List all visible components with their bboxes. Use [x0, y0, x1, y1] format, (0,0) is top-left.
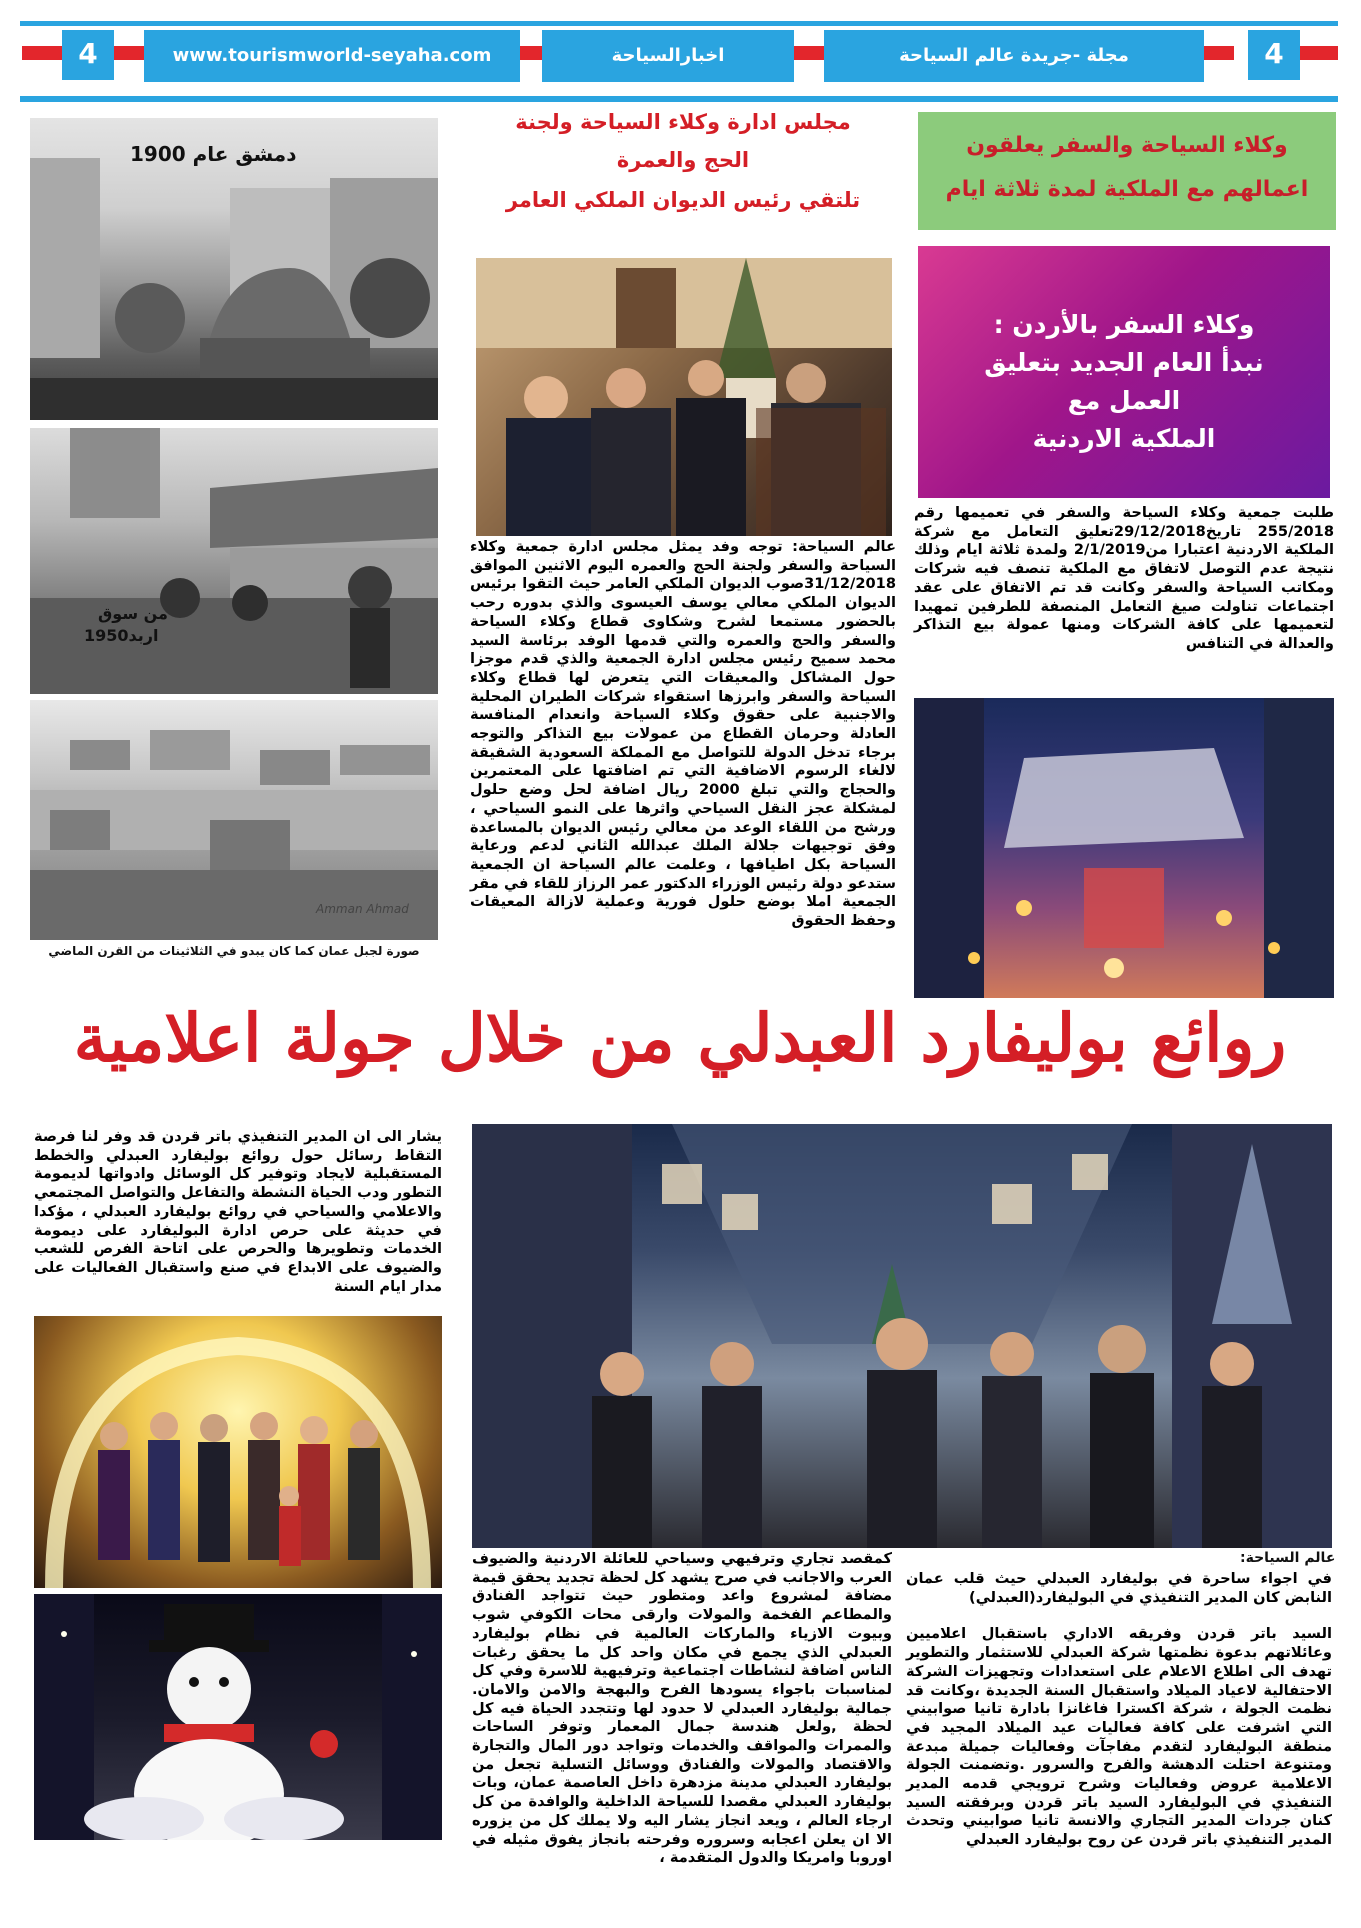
jordan-agents-banner [918, 246, 1330, 498]
article1-headline: وكلاء السياحة والسفر يعلقون اعمالهم مع الملكية لمدة ثلاثة ايام [945, 133, 1309, 202]
amman-caption: صورة لجبل عمان كما كان يبدو في الثلاثينات من القرن الماضي [48, 944, 420, 958]
page-number-right: 4 [1248, 30, 1300, 80]
irbid-market-photo [30, 428, 438, 694]
banner-line2: نبدأ العام الجديد بتعليق [984, 348, 1264, 377]
article1-body: طلبت جمعية وكلاء السياحة والسفر في تعميمها رقم 255/2018 تاريخ29/12/2018تعليق التعامل مع شركة الملكية الاردنية اعتبارا من2/1/2019 ولمدة ثلاثة ايام وذلك نتيجة عدم التوصل لاتفاق مع الملكية تنصف فيه شركات ومكاتب السياحة والسفر وكانت قد تم الاتفاق على عقد اجتماعات تناولت صيغ التعامل المنصفة للطرفين تمهيدا لتعميمها على كافة الشركات ومنها عمولة بيع التذاكر والعدالة في التنافس [914, 504, 1334, 652]
royal-court-meeting-photo [476, 258, 892, 536]
article2-headline-line3: تلتقي رئيس الديوان الملكي العامر [505, 188, 861, 212]
banner-line4: الملكية الاردنية [1032, 424, 1216, 453]
banner-line1: وكلاء السفر بالأردن : [993, 310, 1255, 339]
header-red-bar-mid [520, 46, 542, 60]
damascus-caption: دمشق عام 1900 [130, 142, 297, 166]
meeting-scene-illustration [476, 258, 892, 536]
article3-right-paragraph2: السيد باتر قردن وفريقه الاداري باستقبال اعلاميين وعائلاتهم بدعوة نظمتها شركة العبدلي للاستثمار والتطوير تهدف الى اطلاع الاعلام على استعدادات وتجهيزات الشركة الاحتفالية لاعياد الميلاد واستقبال السنة الجديدة ،وكانت قد نظمت الجولة ، شركة اكسترا فاغانزا بادارة تانيا صوابيني التي اشرفت على كافة فعاليات عيد الميلاد المجيد في منطقة البوليفارد لتقدم مفاجآت وفعاليات جميلة مبدعة ومتنوعة احتلت الدهشة والفرح والسرور .وتضمنت الجولة الاعلامية عروض وفعاليات وشرح ترويجي قدمه المدير التنفيذي في البوليفارد السيد باتر قردن وبرفقته السيد كنان جردات المدير التجاري والانسة تانيا صوابيني وتحدث المدير التنفيذي باتر قردن عن روح بوليفارد العبدلي [906, 1625, 1332, 1849]
media-tour-illustration [472, 1124, 1332, 1548]
header-top-line [20, 21, 1338, 26]
article3-right-column [906, 1570, 1332, 1920]
banner-line3: العمل مع [1067, 386, 1181, 415]
header-bottom-line [20, 96, 1338, 102]
boulevard-night-illustration [914, 698, 1334, 998]
page-number-left: 4 [62, 30, 114, 80]
article3-main-headline: روائع بوليفارد العبدلي من خلال جولة اعلامية [73, 999, 1287, 1077]
irbid-scene-illustration [30, 428, 438, 694]
article3-middle-column: كمقصد تجاري وترفيهي وسياحي للعائلة الاردنية والضيوف العرب والاجانب في صرح يشهد كل لحظة تجديد يحقق قيمة مضافة لمشروع واعد ومتطور حيث تتواجد الفنادق والمطاعم الفخمة والمولات وارقى محات الكوفي شوب وبيوت الازياء والماركات العالمية في نظام بوليفارد العبدلي الذي يجمع في مكان واحد كل ما يحقق رغبات الناس اضافة لنشاطات اجتماعية وترفيهية للاسرة وفي كل لمناسبات باجواء يسودها الفرح والبهجة والامن والامان. جمالية بوليفارد العبدلي لا حدود لها وتتجدد الحياة فيه كل لحظة ,ولعل هندسة جمال المعمار وتوفر الساحات والممرات والمواقف والخدمات وتواجد دور المال والتجارة والاقتصاد والمولات والفنادق ووسائل التسلية تجعل من بوليفارد العبدلي مدينة مزدهرة داخل العاصمة عمان، وبات بوليفارد العبدلي مقصدا للسياحة الداخلية والوافدة من كل ارجاء العالم ، ويعد انجاز يشار اليه ولا يملك كل من يزوره الا ان يعلن اعجابه وسروره وفرحته بانجاز يفوق مثيله في اوروبا وامريكا والدول المتقدمة ، [472, 1550, 892, 1867]
article3-intro: يشار الى ان المدير التنفيذي باتر قردن قد وفر لنا فرصة التقاط رسائل حول روائع بوليفارد العبدلي والخطط المستقبلية لايجاد وتوفير كل الوسائل وادواتها لديمومة التطور ودب الحياة النشطة والتفاعل والتواصل المجتمعي والاعلامي والسياحي في روائع بوليفارد العبدلي ، مؤكدا في حديثة على حرص ادارة البوليفارد على ديمومة الخدمات وتطويرها والحرص على اتاحة الفرص للشعب والضيوف على الابداع في صنع واستقبال الفعاليات على مدار ايام السنة [34, 1128, 442, 1295]
irbid-caption-line1: من سوق [98, 604, 168, 623]
header-red-bar-mid-left [114, 46, 144, 60]
irbid-caption-line2: اربد1950 [84, 626, 159, 645]
article1-headline-box [918, 112, 1336, 230]
media-tour-photo-caption: عالم السياحة: [1240, 1550, 1336, 1566]
header-red-bar-right [1204, 46, 1234, 60]
boulevard-media-tour-photo [472, 1124, 1332, 1548]
article2-headline-line1: مجلس ادارة وكلاء السياحة ولجنة [515, 110, 851, 134]
article2-headline-line2: الحج والعمرة [616, 148, 750, 172]
snowman-photo [34, 1594, 442, 1840]
section-title: اخبارالسياحة [542, 30, 794, 82]
header-red-bar-far-right [1300, 46, 1338, 60]
article2-body: عالم السياحة: توجه وفد يمثل مجلس ادارة جمعية وكلاء السياحة والسفر ولجنة الحج والعمره اليوم الاثنين الموافق 31/12/2018صوب الديوان الملكي العامر حيث التقوا برئيس الديوان الملكي معالي يوسف العيسوى والذي بدوره رحب بالحضور مستمعا لشرح وشكاوى قطاع وكلاء السياحة والسفر والحج والعمره والتي قدمها الوفد برئاسة السيد محمد سميح رئيس مجلس ادارة الجمعية والذي قدم موجزا حول المشاكل والمعيقات التي يتعرض لها قطاع وكلاء السياحة والسفر وابرزها استقواء شركات الطيران المحلية والاجنبية على حقوق وكلاء السياحة وانعدام المنافسة العادلة وحرمان القطاع من عمولات بيع التذاكر والتوجه برجاء تدخل الدولة للتواصل مع المملكة السعودية الشقيقة لالغاء الرسوم الاضافية التي تم اضافتها على المعتمرين والحجاج والتي تبلغ 2000 ريال اضافة لحل وضع حلول لمشكلة عجز النقل السياحي واثرها على النمو السياحي ، ورشح من اللقاء الوعد من معالي رئيس الديوان بالمساعدة وفق توجيهات جلالة الملك عبدالله الثاني لدعم ورعاية السياحة بكل اطيافها ، وعلمت عالم السياحة ان الجمعية ستدعو دولة رئيس الوزراء الدكتور عمر الرزاز للقاء في مقر الجمعية املا بوضع حلول فورية وعملية لازالة المعيقات وحفظ الحقوق [470, 538, 896, 930]
website-link[interactable]: www.tourismworld-seyaha.com [144, 30, 520, 82]
amman-watermark: Amman Ahmad [316, 902, 409, 916]
christmas-tunnel-group-photo [34, 1316, 442, 1588]
article3-right-paragraph1: في اجواء ساحرة في بوليفارد العبدلي حيث قلب عمان النابض كان المدير التنفيذي في البوليفارد(العبدلي) [906, 1570, 1332, 1606]
boulevard-night-photo [914, 698, 1334, 998]
publication-title: مجلة -جريدة عالم السياحة [824, 30, 1204, 82]
tunnel-group-illustration [34, 1316, 442, 1588]
snowman-illustration [34, 1594, 442, 1840]
header-red-bar-mid-right [794, 46, 824, 60]
